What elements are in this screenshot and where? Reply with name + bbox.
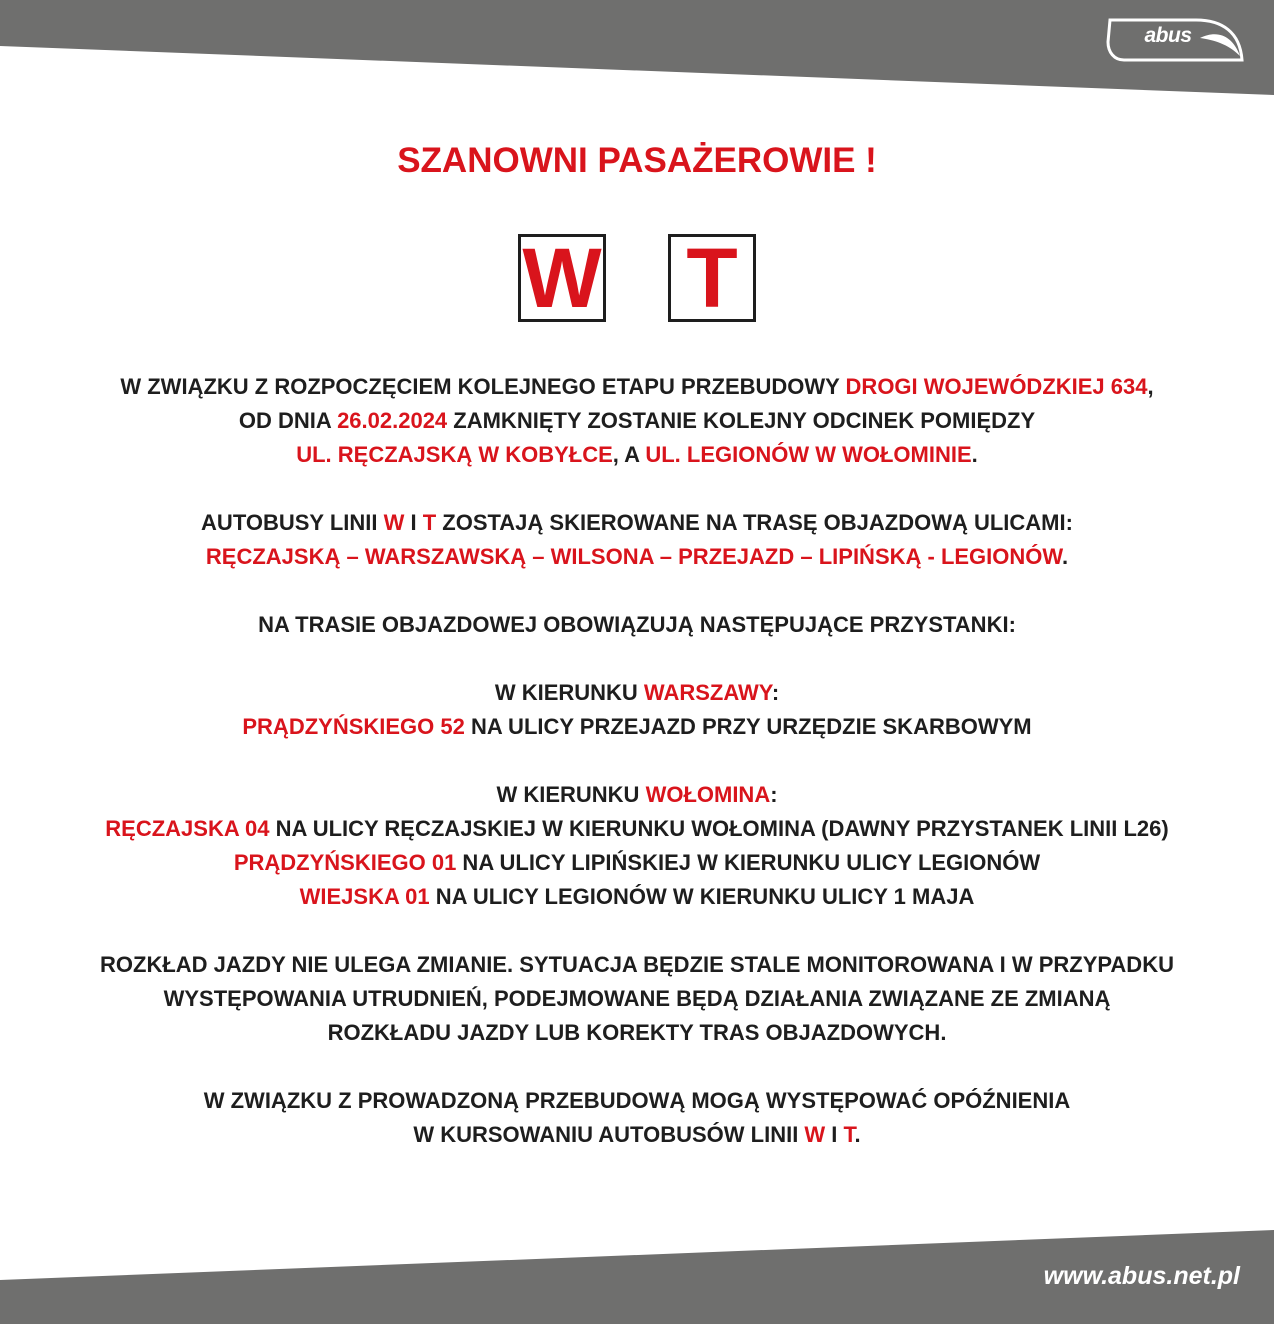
stops-heading: NA TRASIE OBJAZDOWEJ OBOWIĄZUJĄ NASTĘPUJĄCE PRZYSTANKI: xyxy=(258,612,1016,637)
line-t: T xyxy=(422,510,437,535)
road-name: DROGI WOJEWÓDZKIEJ 634 xyxy=(845,374,1148,399)
bus-line-w-badge: W xyxy=(518,234,606,322)
website-link[interactable]: www.abus.net.pl xyxy=(1043,1262,1240,1290)
direction-wolomin-heading: W KIERUNKU WOŁOMINA: xyxy=(496,782,778,807)
page-title: SZANOWNI PASAŻEROWIE ! xyxy=(397,141,877,180)
header-band xyxy=(0,0,1274,100)
notice-body xyxy=(0,370,1274,1152)
paragraph-1-line-3: UL. RĘCZAJSKĄ W KOBYŁCE, A UL. LEGIONÓW W WOŁOMINIE. xyxy=(296,442,978,467)
street-to: UL. LEGIONÓW W WOŁOMINIE xyxy=(645,442,972,467)
stop-item: WIEJSKA 01 NA ULICY LEGIONÓW W KIERUNKU ULICY 1 MAJA xyxy=(299,884,975,909)
closure-date: 26.02.2024 xyxy=(337,408,448,433)
delay-note-line-2: W KURSOWANIU AUTOBUSÓW LINII W I T. xyxy=(413,1122,861,1147)
line-w: W xyxy=(383,510,405,535)
stop-item: PRĄDZYŃSKIEGO 01 NA ULICY LIPIŃSKIEJ W KIERUNKU ULICY LEGIONÓW xyxy=(233,850,1041,875)
stop-item: PRĄDZYŃSKIEGO 52 NA ULICY PRZEJAZD PRZY URZĘDZIE SKARBOWYM xyxy=(242,714,1032,739)
schedule-note-line-3: ROZKŁADU JAZDY LUB KOREKTY TRAS OBJAZDOWYCH. xyxy=(327,1020,947,1045)
bus-line-t-badge: T xyxy=(668,234,756,322)
paragraph-2-line-1: AUTOBUSY LINII W I T ZOSTAJĄ SKIEROWANE NA TRASĘ OBJAZDOWĄ ULICAMI: xyxy=(201,510,1073,535)
stop-item: RĘCZAJSKA 04 NA ULICY RĘCZAJSKIEJ W KIERUNKU WOŁOMINA (DAWNY PRZYSTANEK LINII L26) xyxy=(105,816,1169,841)
direction-warszawa-heading: W KIERUNKU WARSZAWY: xyxy=(494,680,780,705)
schedule-note-line-2: WYSTĘPOWANIA UTRUDNIEŃ, PODEJMOWANE BĘDĄ DZIAŁANIA ZWIĄZANE ZE ZMIANĄ xyxy=(163,986,1111,1011)
paragraph-1-line-1: W ZWIĄZKU Z ROZPOCZĘCIEM KOLEJNEGO ETAPU PRZEBUDOWY DROGI WOJEWÓDZKIEJ 634, xyxy=(120,374,1154,399)
paragraph-1-line-2: OD DNIA 26.02.2024 ZAMKNIĘTY ZOSTANIE KOLEJNY ODCINEK POMIĘDZY xyxy=(238,408,1036,433)
delay-note-line-1: W ZWIĄZKU Z PROWADZONĄ PRZEBUDOWĄ MOGĄ WYSTĘPOWAĆ OPÓŹNIENIA xyxy=(203,1088,1071,1113)
street-from: UL. RĘCZAJSKĄ W KOBYŁCE xyxy=(296,442,613,467)
detour-route: RĘCZAJSKĄ – WARSZAWSKĄ – WILSONA – PRZEJAZD – LIPIŃSKĄ - LEGIONÓW. xyxy=(205,544,1069,569)
logo-text: abus xyxy=(1144,24,1192,47)
schedule-note-line-1: ROZKŁAD JAZDY NIE ULEGA ZMIANIE. SYTUACJA BĘDZIE STALE MONITOROWANA I W PRZYPADKU xyxy=(100,952,1174,977)
